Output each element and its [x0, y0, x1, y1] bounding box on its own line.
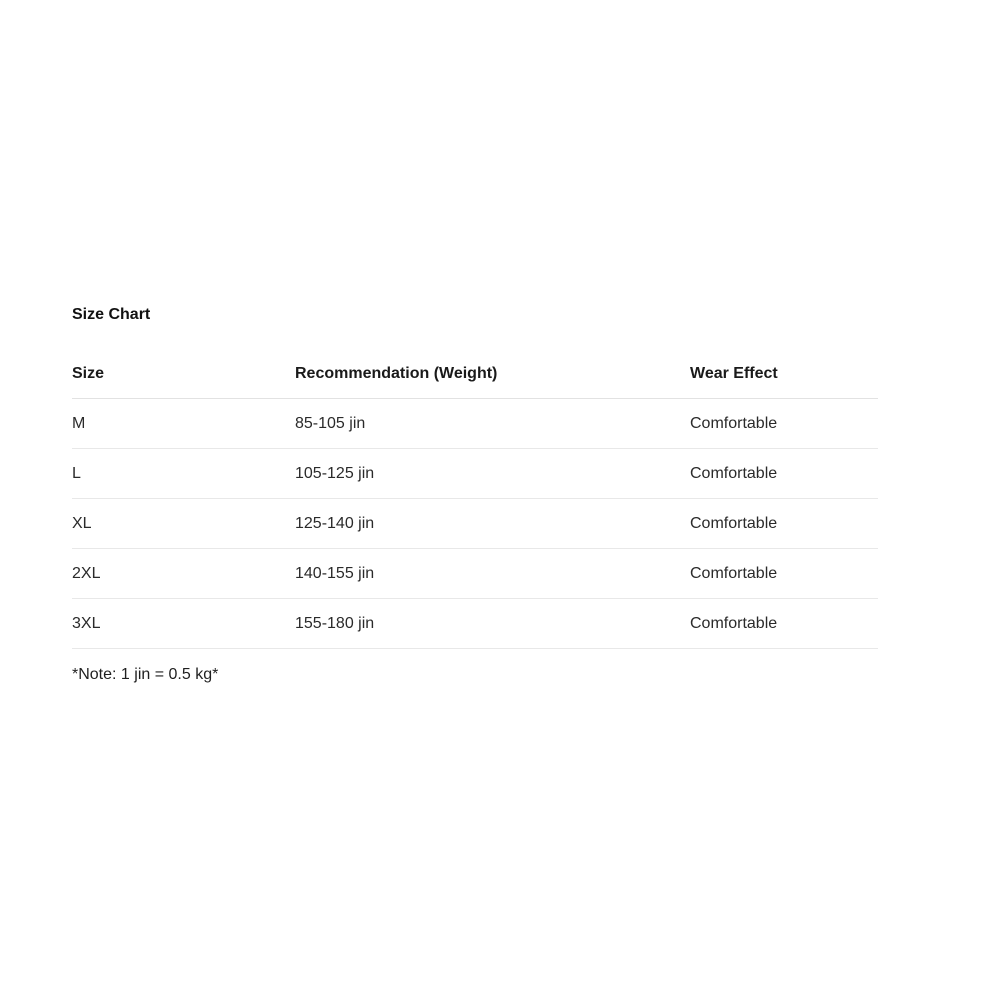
cell-wear-effect: Comfortable [690, 399, 878, 449]
cell-recommendation: 155-180 jin [295, 599, 690, 649]
table-row [72, 549, 878, 599]
header-row [72, 350, 878, 399]
cell-size: M [72, 399, 295, 449]
size-chart-table [72, 350, 878, 649]
cell-size: XL [72, 499, 295, 549]
header-wear-effect: Wear Effect [690, 350, 878, 399]
cell-recommendation: 125-140 jin [295, 499, 690, 549]
cell-size: 2XL [72, 549, 295, 599]
cell-wear-effect: Comfortable [690, 449, 878, 499]
cell-recommendation: 85-105 jin [295, 399, 690, 449]
table-row [72, 449, 878, 499]
cell-wear-effect: Comfortable [690, 499, 878, 549]
cell-size: 3XL [72, 599, 295, 649]
unit-note: *Note: 1 jin = 0.5 kg* [72, 666, 219, 683]
table-row [72, 499, 878, 549]
table-body [72, 399, 878, 649]
header-size: Size [72, 350, 295, 399]
table-row [72, 399, 878, 449]
cell-recommendation: 105-125 jin [295, 449, 690, 499]
header-recommendation: Recommendation (Weight) [295, 350, 690, 399]
cell-size: L [72, 449, 295, 499]
table-header [72, 350, 878, 399]
cell-recommendation: 140-155 jin [295, 549, 690, 599]
cell-wear-effect: Comfortable [690, 599, 878, 649]
size-chart-title: Size Chart [72, 306, 151, 323]
table-row [72, 599, 878, 649]
cell-wear-effect: Comfortable [690, 549, 878, 599]
